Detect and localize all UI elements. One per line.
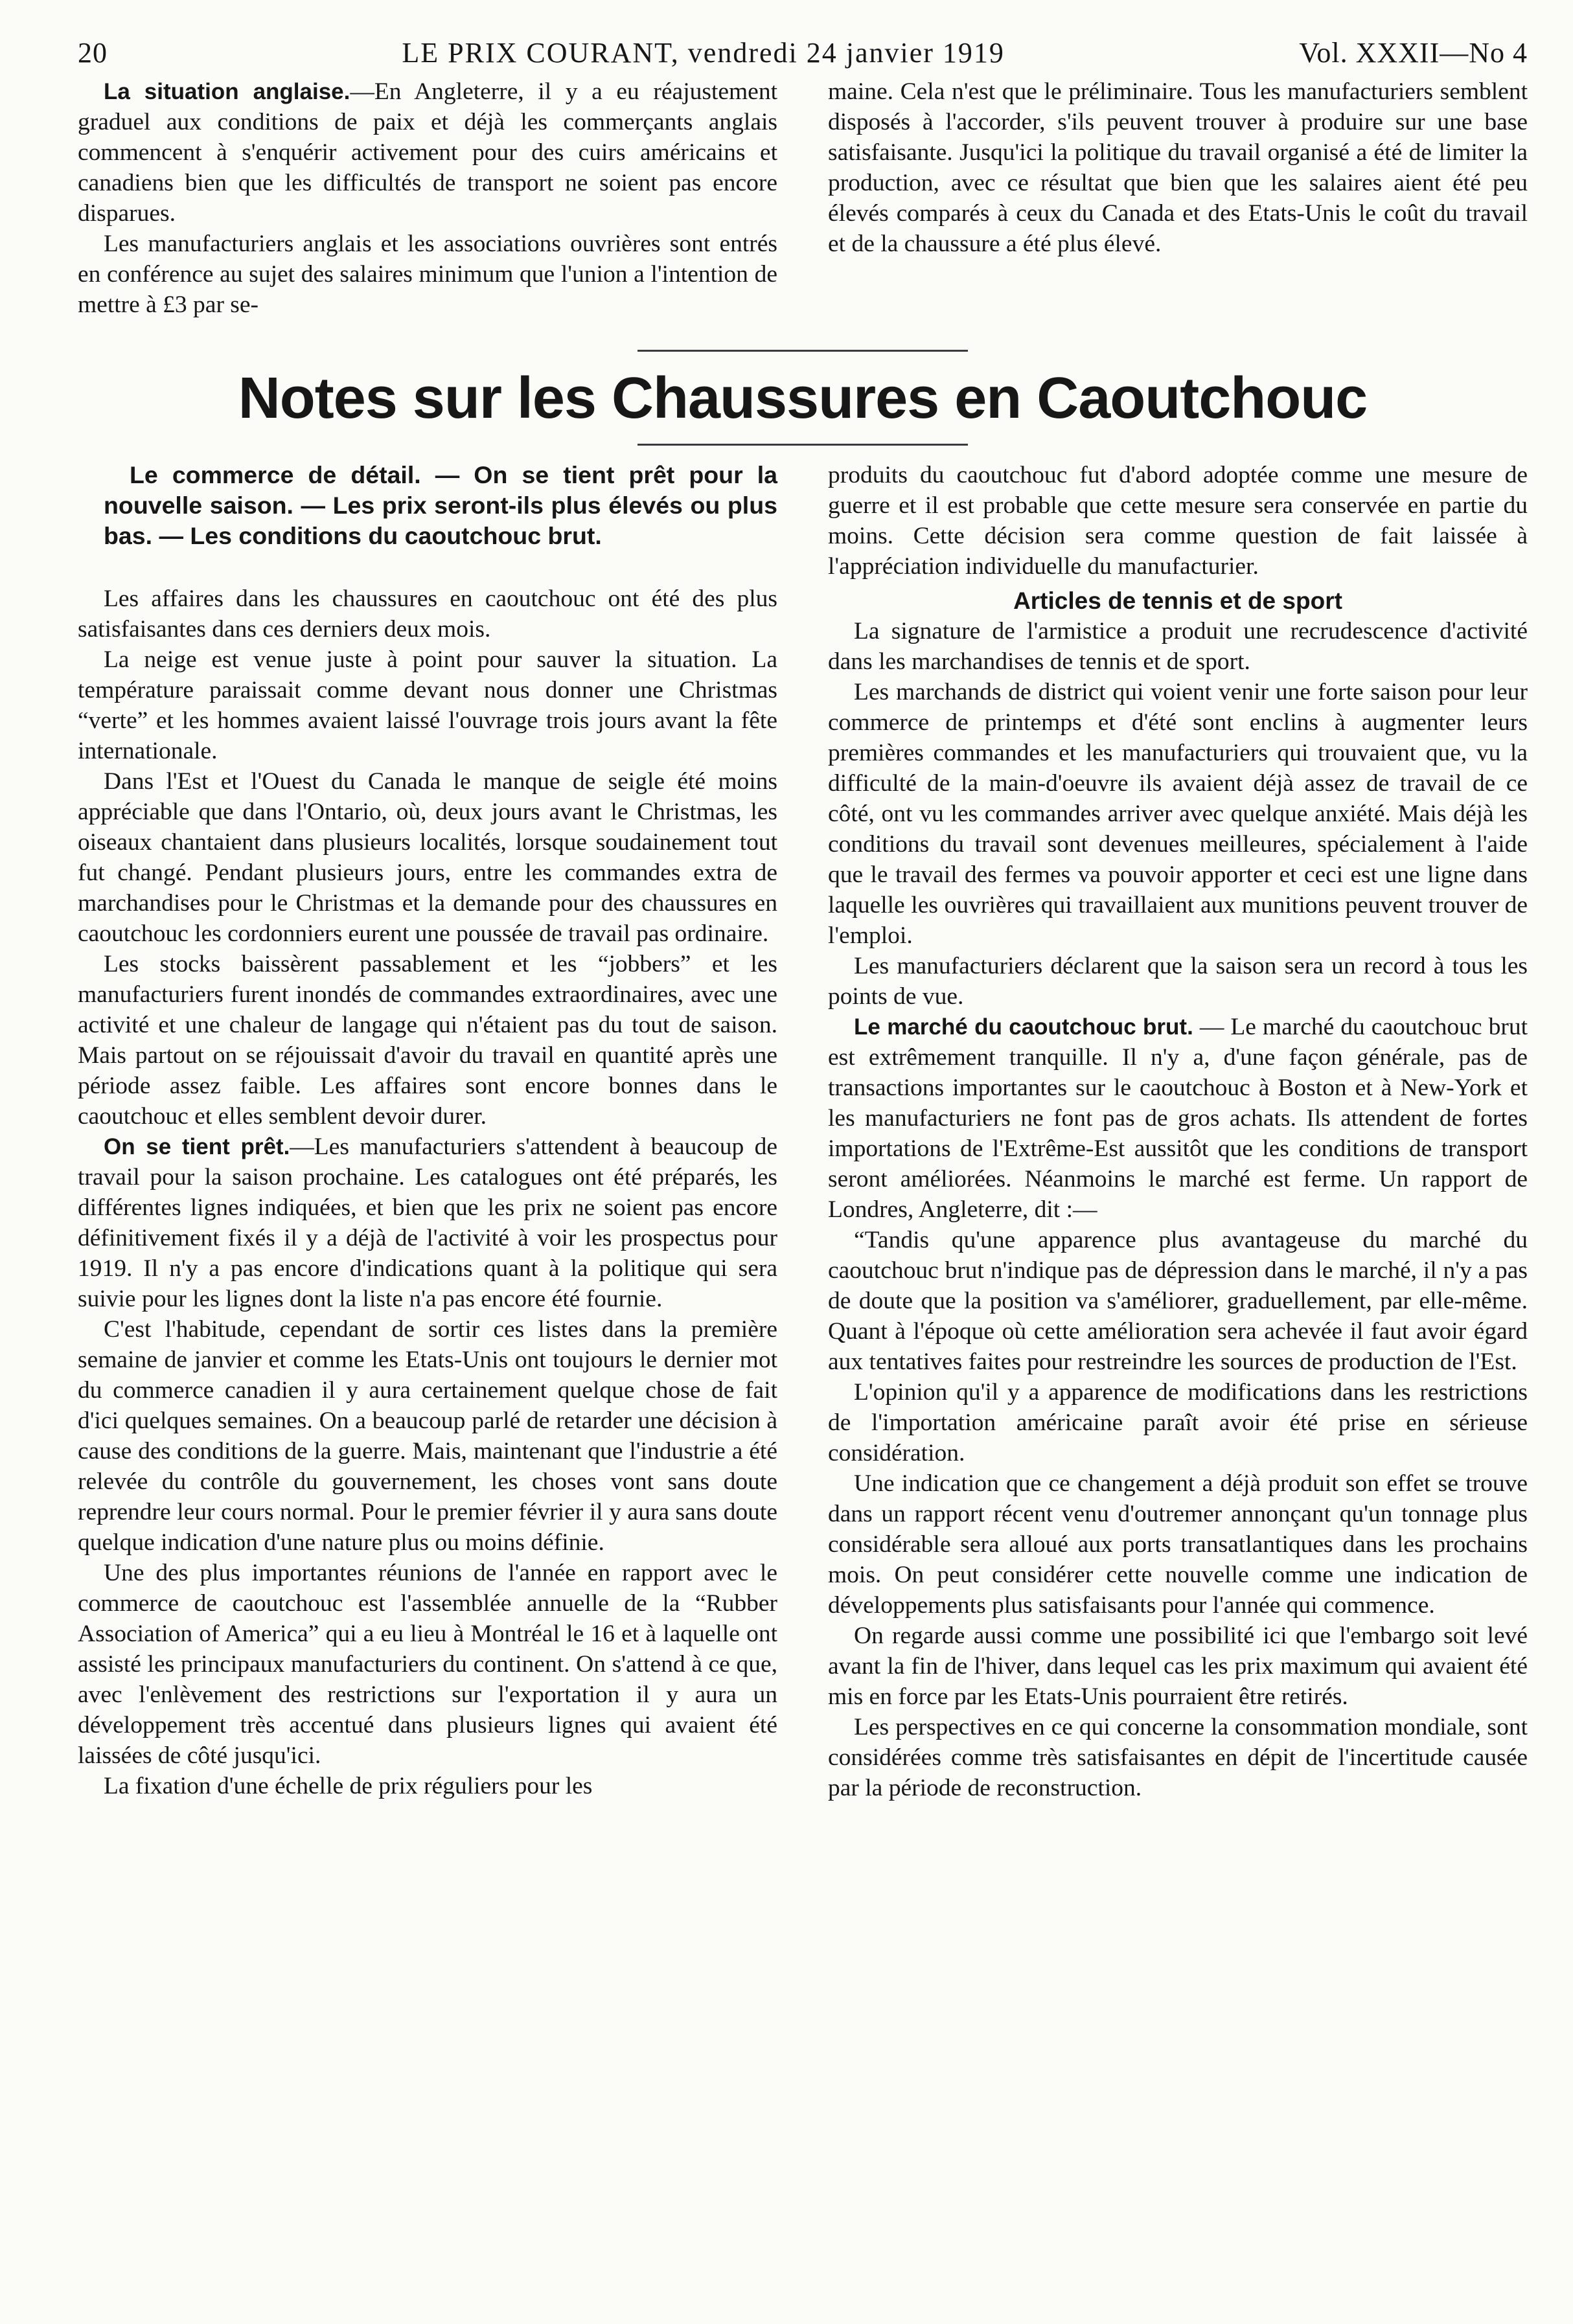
run-in-heading: On se tient prêt.: [104, 1134, 290, 1159]
paragraph-text: Une indication que ce changement a déjà produit son effet se trouve dans un rapport récent venu d'outremer annonçant qu'un tonnage plus considérable sera alloué aux ports transatlantiques dans les prochains mois. On peut considérer cette nouvelle comme une indication de développements plus satisfaisants pour l'année qui commence.: [828, 1470, 1528, 1619]
paragraph-text: C'est l'habitude, cependant de sortir ces listes dans la première semaine de janvier et comme les Etats-Unis ont toujours le dernier mot du commerce canadien il y aura certainement quelque chose de fait d'ici quelques semaines. On a beaucoup parlé de retarder une décision à cause des conditions de la guerre. Mais, maintenant que l'industrie a été relevée du contrôle du gouvernement, les choses vont sans doute reprendre leur cours normal. Pour le premier février il y aura sans doute quelque indication d'une nature plus ou moins définie.: [78, 1316, 777, 1556]
page-number: 20: [78, 37, 108, 69]
paragraph-text: Les manufacturiers déclarent que la saison sera un record à tous les points de vue.: [828, 953, 1528, 1010]
paragraph-text: Les marchands de district qui voient venir une forte saison pour leur commerce de printemps et d'été sont enclins à augmenter leurs premières commandes et les manufacturiers qui trouvaient que, vu la difficulté de la main-d'oeuvre ils avaient déjà assez de travail de ce côté, ont vu les commandes arriver avec quelque anxiété. Mais déjà les conditions du travail sont devenues meilleures, spécialement à l'aide que le travail des fermes va pouvoir apporter et ceci est une ligne dans laquelle les ouvrières qui travaillaient aux munitions peuvent trouver de l'emploi.: [828, 679, 1528, 949]
article-column-left-text: [78, 584, 777, 1801]
volume-number: Vol. XXXII—No 4: [1299, 37, 1528, 69]
paragraph: [78, 584, 777, 644]
paragraph-text: On regarde aussi comme une possibilité ici que l'embargo soit levé avant la fin de l'hiver, dans lequel cas les prix maximum qui avaient été mis en force par les Etats-Unis pourraient être retirés.: [828, 1623, 1528, 1710]
paragraph: [828, 1225, 1528, 1377]
paragraph: [828, 951, 1528, 1012]
section-subheading: Articles de tennis et de sport: [1013, 587, 1342, 614]
paragraph-text: Les affaires dans les chaussures en caoutchouc ont été des plus satisfaisantes dans ces derniers deux mois.: [78, 586, 777, 643]
paragraph: [78, 949, 777, 1132]
paragraph: [78, 1771, 777, 1801]
paragraph-text: produits du caoutchouc fut d'abord adoptée comme une mesure de guerre et il est probable que cette mesure sera conservée en partie du moins. Cette décision sera comme question de fait laissée à l'appréciation individuelle du manufacturier.: [828, 462, 1528, 580]
paragraph: [78, 644, 777, 766]
top-section: [78, 76, 1528, 320]
paragraph: [828, 460, 1528, 582]
paragraph-text: maine. Cela n'est que le préliminaire. Tous les manufacturiers semblent disposés à l'accorder, s'ils peuvent trouver à produire sur une base satisfaisante. Jusqu'ici la politique du travail organisé a été de limiter la production, avec ce résultat que bien que les salaires aient été peu élevés comparés à ceux du Canada et des Etats-Unis le coût du travail et de la chaussure a été plus élevé.: [828, 78, 1528, 257]
article-column-left: [78, 460, 777, 1803]
paragraph: [828, 1621, 1528, 1712]
paragraph: [828, 1377, 1528, 1468]
paragraph-text: —En Angleterre, il y a eu réajustement graduel aux conditions de paix et déjà les commerçants anglais commencent à s'enquérir activement pour des cuirs américains et canadiens bien que les difficultés de transport ne soient pas encore disparues.: [78, 78, 777, 227]
paragraph-text: “Tandis qu'une apparence plus avantageuse du marché du caoutchouc brut n'indique pas de dépression dans le marché, il n'y a pas de doute que la position va s'améliorer, graduellement, par elle-même. Quant à l'époque où cette amélioration sera achevée il faut avoir égard aux tentatives faites pour restreindre les sources de production de l'Est.: [828, 1227, 1528, 1375]
run-in-heading: Le marché du caoutchouc brut.: [854, 1014, 1193, 1040]
article-column-right-text-2: [828, 616, 1528, 1803]
title-rule-top: [637, 350, 968, 352]
paragraph: [78, 229, 777, 320]
paragraph-text: La fixation d'une échelle de prix réguliers pour les: [104, 1773, 593, 1799]
paragraph-text: Dans l'Est et l'Ouest du Canada le manque de seigle été moins appréciable que dans l'Ontario, où, deux jours avant le Christmas, les oiseaux chantaient dans plusieurs localités, lorsque soudainement tout fut changé. Pendant plusieurs jours, entre les commandes extra de marchandises pour le Christmas et la demande pour des chaussures en caoutchouc les cordonniers eurent une poussée de travail pas ordinaire.: [78, 768, 777, 947]
paragraph-text: Les perspectives en ce qui concerne la consommation mondiale, sont considérées comme très satisfaisantes en dépit de l'incertitude causée par la période de reconstruction.: [828, 1714, 1528, 1801]
paragraph: [828, 616, 1528, 677]
article-title: Notes sur les Chaussures en Caoutchouc: [238, 366, 1368, 431]
paragraph-text: La neige est venue juste à point pour sauver la situation. La température paraissait comme devant nous donner une Christmas “verte” et les hommes avaient laissé l'ouvrage trois jours avant la fête internationale.: [78, 646, 777, 764]
top-column-left: [78, 76, 777, 320]
paragraph-text: — Le marché du caoutchouc brut est extrêmement tranquille. Il n'y a, d'une façon générale, pas de transactions importantes sur le caoutchouc à Boston et à New-York et les manufacturiers ne font pas de gros achats. Ils attendent de fortes importations de l'Extrême-Est aussitôt que les conditions de transport seront améliorées. Néanmoins le marché est ferme. Un rapport de Londres, Angleterre, dit :—: [828, 1014, 1528, 1223]
paragraph-text: Les manufacturiers anglais et les associations ouvrières sont entrés en conférence au sujet des salaires minimum que l'union a l'intention de mettre à £3 par se-: [78, 231, 777, 318]
paragraph: [78, 1132, 777, 1314]
paragraph-text: Une des plus importantes réunions de l'année en rapport avec le commerce de caoutchouc est l'assemblée annuelle de la “Rubber Association of America” qui a eu lieu à Montréal le 16 et à laquelle ont assisté les principaux manufacturiers du continent. On s'attend à ce que, avec l'enlèvement des restrictions sur l'exportation il y aura un développement très accentué dans plusieurs lignes qui avaient été laissées de côté jusqu'ici.: [78, 1560, 777, 1769]
paragraph: [78, 1314, 777, 1558]
paragraph: [78, 76, 777, 229]
paragraph: [78, 1558, 777, 1771]
article-body: [78, 460, 1528, 1803]
running-header: [78, 36, 1528, 75]
publication-date: LE PRIX COURANT, vendredi 24 janvier 1919: [402, 37, 1005, 69]
paragraph: [78, 766, 777, 949]
paragraph-text: —Les manufacturiers s'attendent à beaucoup de travail pour la saison prochaine. Les catalogues ont été préparés, les différentes lignes indiquées, et bien que les prix ne soient pas encore définitivement fixés il y a déjà de l'activité à voir les prospectus pour 1919. Il n'y a pas encore d'indications quant à la politique qui sera suivie pour les lignes dont la liste n'a pas encore été fournie.: [78, 1134, 777, 1312]
run-in-heading: La situation anglaise.: [104, 79, 350, 104]
article-deck: Le commerce de détail. — On se tient prêt pour la nouvelle saison. — Les prix seront-ils plus élevés ou plus bas. — Les conditions du caoutchouc brut.: [104, 461, 777, 549]
paragraph-text: Les stocks baissèrent passablement et les “jobbers” et les manufacturiers furent inondés de commandes extraordinaires, avec une activité et une chaleur de langage qui n'étaient pas du tout de saison. Mais partout on se réjouissait d'avoir du travail en quantité après une période assez faible. Les affaires sont encore bonnes dans le caoutchouc et elles semblent devoir durer.: [78, 951, 777, 1130]
paragraph: [828, 677, 1528, 951]
paragraph: [828, 1012, 1528, 1225]
paragraph: [828, 76, 1528, 259]
paragraph: [828, 1468, 1528, 1621]
paragraph: [828, 1712, 1528, 1803]
paragraph-text: La signature de l'armistice a produit une recrudescence d'activité dans les marchandises de tennis et de sport.: [828, 618, 1528, 675]
top-column-right: [828, 76, 1528, 320]
paragraph-text: L'opinion qu'il y a apparence de modifications dans les restrictions de l'importation américaine paraît avoir été prise en sérieuse considération.: [828, 1379, 1528, 1466]
article-column-right-text-1: [828, 460, 1528, 582]
article-column-right: [828, 460, 1528, 1803]
